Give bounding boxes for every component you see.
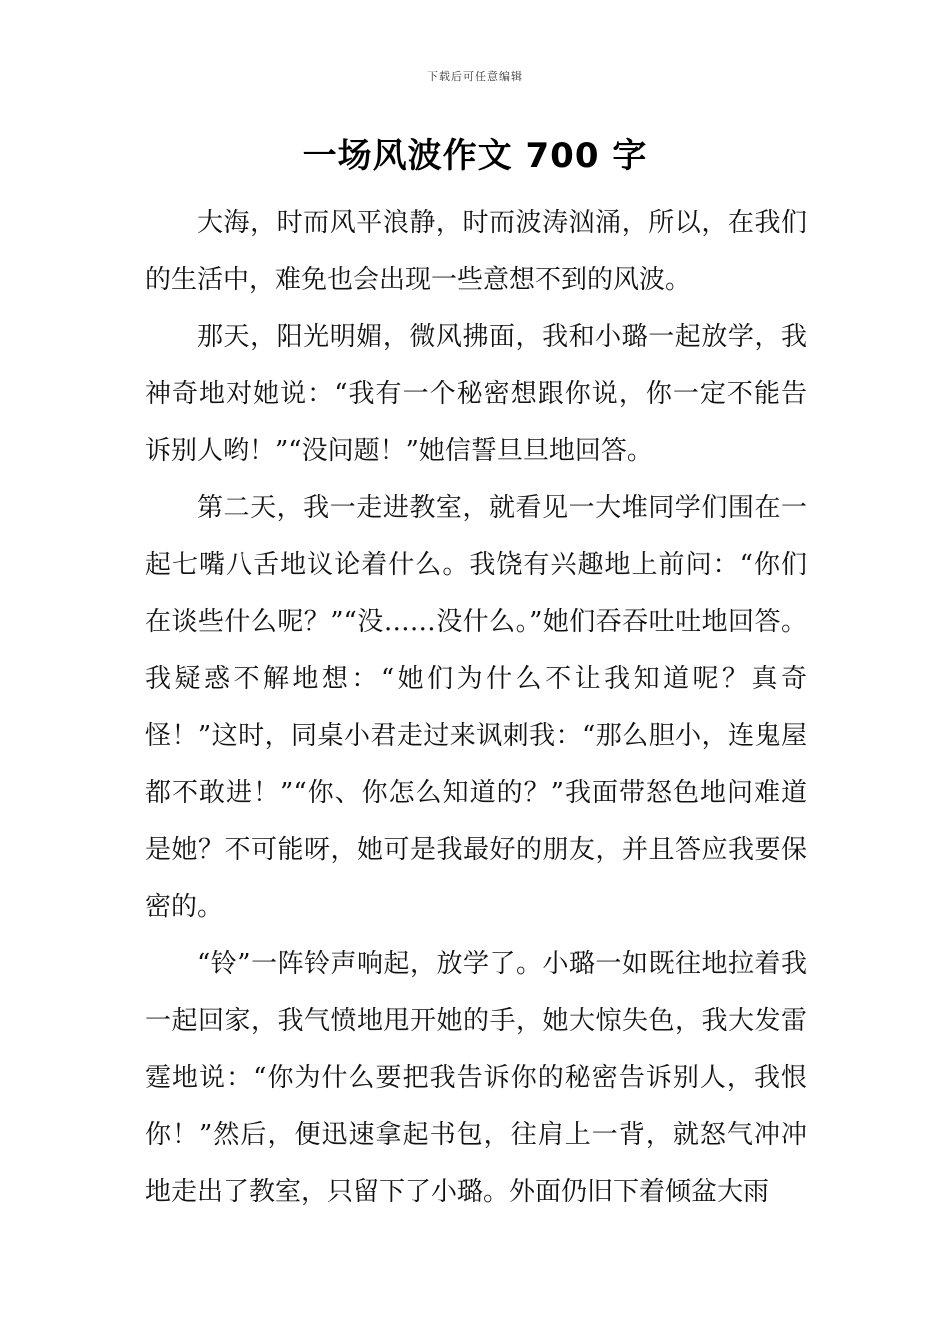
paragraph-2: 那天，阳光明媚，微风拂面，我和小璐一起放学，我神奇地对她说：“我有一个秘密想跟你说，你一定不能告诉别人哟！”“没问题！”她信誓旦旦地回答。	[145, 322, 807, 466]
document-title: 一场风波作文 700 字	[302, 136, 648, 176]
header-note: 下载后可任意编辑	[427, 70, 523, 83]
document-body	[145, 195, 807, 1221]
paragraph-3: 第二天，我一走进教室，就看见一大堆同学们围在一起七嘴八舌地议论着什么。我饶有兴趣地上前问：“你们在谈些什么呢？”“没……没什么。”她们吞吞吐吐地回答。我疑惑不解地想：“她们为什么不让我知道呢？真奇怪！”这时，同桌小君走过来讽刺我：“那么胆小，连鬼屋都不敢进！”“你、你怎么知道的？”我面带怒色地问难道是她？不可能呀，她可是我最好的朋友，并且答应我要保密的。	[145, 493, 807, 922]
paragraph-1: 大海，时而风平浪静，时而波涛汹涌，所以，在我们的生活中，难免也会出现一些意想不到的风波。	[145, 208, 807, 295]
paragraph-4: “铃”一阵铃声响起，放学了。小璐一如既往地拉着我一起回家，我气愤地甩开她的手，她大惊失色，我大发雷霆地说：“你为什么要把我告诉你的秘密告诉别人，我恨你！”然后，便迅速拿起书包，往肩上一背，就怒气冲冲地走出了教室，只留下了小璐。外面仍旧下着倾盆大雨	[145, 949, 807, 1207]
